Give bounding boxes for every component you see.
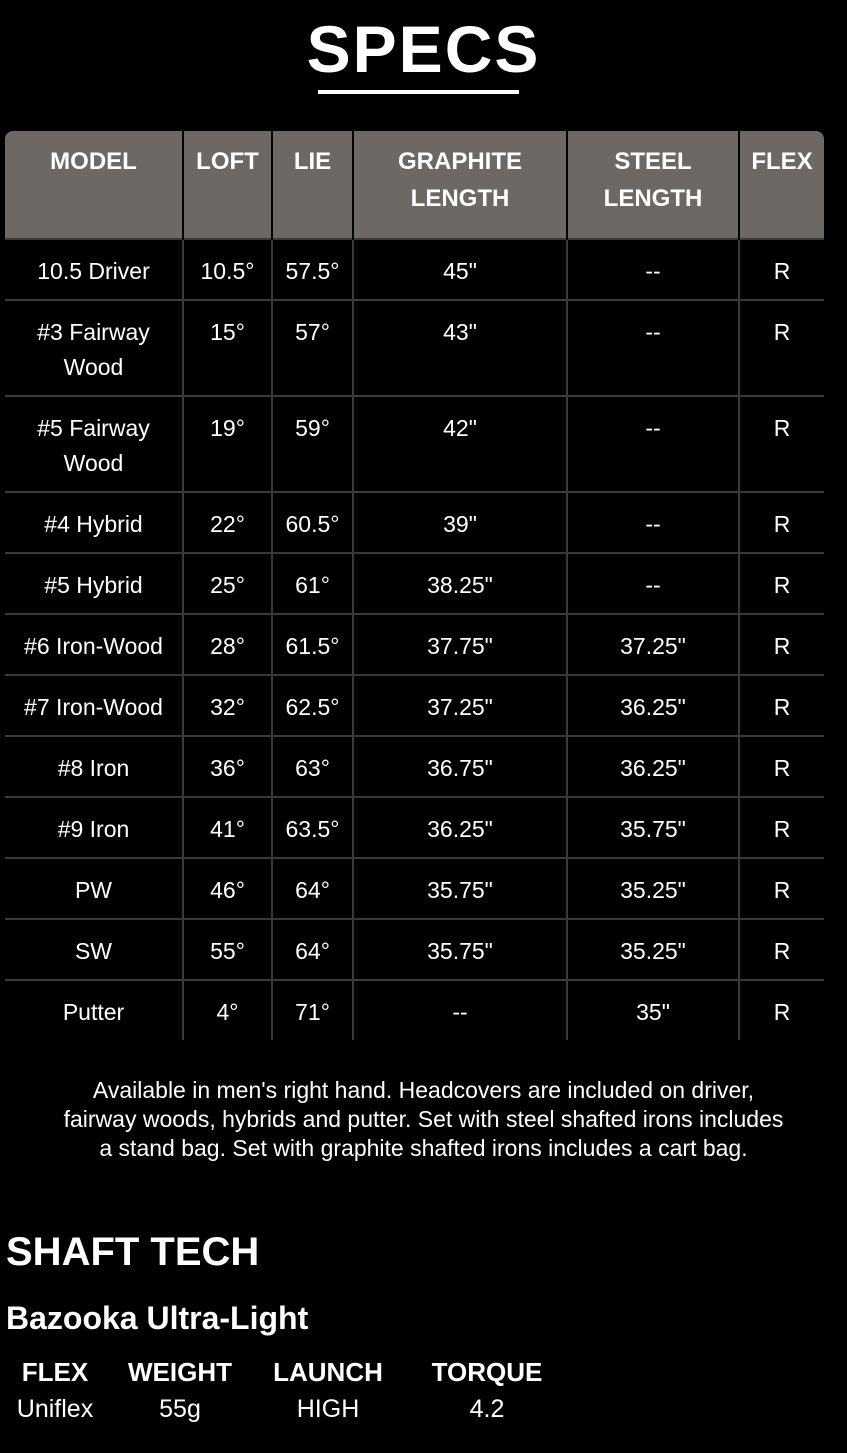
shaft-spec-value: HIGH	[296, 1395, 360, 1423]
shaft-spec-label: FLEX	[21, 1357, 89, 1387]
shaft-spec-label: TORQUE	[431, 1357, 543, 1387]
cell-flex: R	[739, 239, 824, 300]
cell-graphite: 39"	[353, 492, 567, 553]
cell-model: #8 Iron	[5, 736, 183, 797]
shaft-spec-launch	[264, 1354, 392, 1428]
cell-graphite: 35.75"	[353, 858, 567, 919]
cell-steel: 36.25"	[567, 736, 739, 797]
header-lie: LIE	[272, 131, 353, 239]
cell-steel: 35.25"	[567, 858, 739, 919]
cell-lie: 62.5°	[272, 675, 353, 736]
cell-steel: 35.75"	[567, 797, 739, 858]
shaft-spec-label: LAUNCH	[273, 1357, 383, 1387]
cell-flex: R	[739, 797, 824, 858]
cell-model: 10.5 Driver	[5, 239, 183, 300]
cell-steel: --	[567, 396, 739, 492]
cell-steel: --	[567, 239, 739, 300]
cell-loft: 25°	[183, 553, 272, 614]
availability-note: Available in men's right hand. Headcovers are included on driver, fairway woods, hybrids and putter. Set with steel shafted irons includes a stand bag. Set with graphite shafted irons includes a cart bag.	[63, 1077, 784, 1161]
table-row	[5, 553, 824, 614]
cell-steel: --	[567, 492, 739, 553]
page-title: SPECS	[306, 12, 541, 86]
table-row	[5, 614, 824, 675]
cell-graphite: 45"	[353, 239, 567, 300]
table-row	[5, 919, 824, 980]
cell-loft: 10.5°	[183, 239, 272, 300]
cell-loft: 22°	[183, 492, 272, 553]
cell-loft: 46°	[183, 858, 272, 919]
cell-model: #4 Hybrid	[5, 492, 183, 553]
cell-graphite: 36.25"	[353, 797, 567, 858]
cell-model: #9 Iron	[5, 797, 183, 858]
cell-graphite: 43"	[353, 300, 567, 396]
cell-flex: R	[739, 614, 824, 675]
cell-lie: 64°	[272, 858, 353, 919]
cell-model: #5 Hybrid	[5, 553, 183, 614]
shaft-spec-label: WEIGHT	[128, 1357, 232, 1387]
cell-model: Putter	[5, 980, 183, 1040]
header-steel-length: STEEL LENGTH	[567, 131, 739, 239]
table-row	[5, 675, 824, 736]
table-row	[5, 300, 824, 396]
cell-model: SW	[5, 919, 183, 980]
cell-graphite: --	[353, 980, 567, 1040]
cell-loft: 28°	[183, 614, 272, 675]
cell-lie: 59°	[272, 396, 353, 492]
cell-graphite: 37.25"	[353, 675, 567, 736]
cell-flex: R	[773, 999, 791, 1025]
cell-loft: 19°	[183, 396, 272, 492]
shaft-tech-heading: SHAFT TECH	[6, 1230, 260, 1274]
cell-graphite: 36.75"	[353, 736, 567, 797]
title-underline	[318, 90, 519, 94]
cell-flex: R	[739, 396, 824, 492]
cell-lie: 61.5°	[272, 614, 353, 675]
cell-steel: 35"	[567, 980, 739, 1040]
cell-lie: 71°	[272, 980, 353, 1040]
table-row	[5, 858, 824, 919]
table-header-row	[5, 131, 824, 239]
cell-loft: 55°	[183, 919, 272, 980]
cell-lie: 64°	[272, 919, 353, 980]
cell-flex: R	[739, 492, 824, 553]
table-row	[5, 396, 824, 492]
cell-steel: 37.25"	[567, 614, 739, 675]
shaft-spec-value: 55g	[159, 1395, 201, 1423]
cell-lie: 57.5°	[272, 239, 353, 300]
cell-loft: 36°	[183, 736, 272, 797]
cell-lie: 60.5°	[272, 492, 353, 553]
cell-loft: 41°	[183, 797, 272, 858]
cell-model: #5 Fairway Wood	[5, 396, 183, 492]
table-row	[5, 239, 824, 300]
shaft-name: Bazooka Ultra-Light	[6, 1300, 309, 1336]
table-row	[5, 736, 824, 797]
header-loft: LOFT	[183, 131, 272, 239]
specs-table	[5, 131, 824, 1040]
shaft-spec-value: Uniflex	[16, 1395, 94, 1423]
cell-flex: R	[739, 675, 824, 736]
shaft-spec-flex	[10, 1354, 100, 1428]
cell-lie: 63.5°	[272, 797, 353, 858]
shaft-spec-value: 4.2	[469, 1395, 505, 1423]
cell-graphite: 42"	[353, 396, 567, 492]
cell-steel: --	[567, 300, 739, 396]
cell-lie: 57°	[272, 300, 353, 396]
cell-flex: R	[739, 858, 824, 919]
cell-graphite: 37.75"	[353, 614, 567, 675]
cell-steel: 35.25"	[567, 919, 739, 980]
cell-model: #3 Fairway Wood	[5, 300, 183, 396]
cell-loft: 15°	[183, 300, 272, 396]
header-model: MODEL	[5, 131, 183, 239]
table-row	[5, 797, 824, 858]
cell-flex: R	[739, 300, 824, 396]
cell-flex: R	[739, 736, 824, 797]
cell-graphite: 35.75"	[353, 919, 567, 980]
cell-model: #6 Iron-Wood	[5, 614, 183, 675]
shaft-spec-torque	[422, 1354, 552, 1428]
cell-steel: --	[567, 553, 739, 614]
shaft-spec-weight	[119, 1354, 241, 1428]
cell-lie: 61°	[272, 553, 353, 614]
cell-model: #7 Iron-Wood	[5, 675, 183, 736]
shaft-specs	[0, 1354, 560, 1444]
header-graphite-length: GRAPHITE LENGTH	[353, 131, 567, 239]
cell-model: PW	[5, 858, 183, 919]
cell-graphite: 38.25"	[353, 553, 567, 614]
table-row	[5, 492, 824, 553]
cell-lie: 63°	[272, 736, 353, 797]
table-row	[5, 980, 824, 1040]
header-flex: FLEX	[739, 131, 824, 239]
cell-flex: R	[739, 553, 824, 614]
cell-loft: 4°	[183, 980, 272, 1040]
cell-steel: 36.25"	[567, 675, 739, 736]
cell-loft: 32°	[183, 675, 272, 736]
cell-flex: R	[739, 919, 824, 980]
